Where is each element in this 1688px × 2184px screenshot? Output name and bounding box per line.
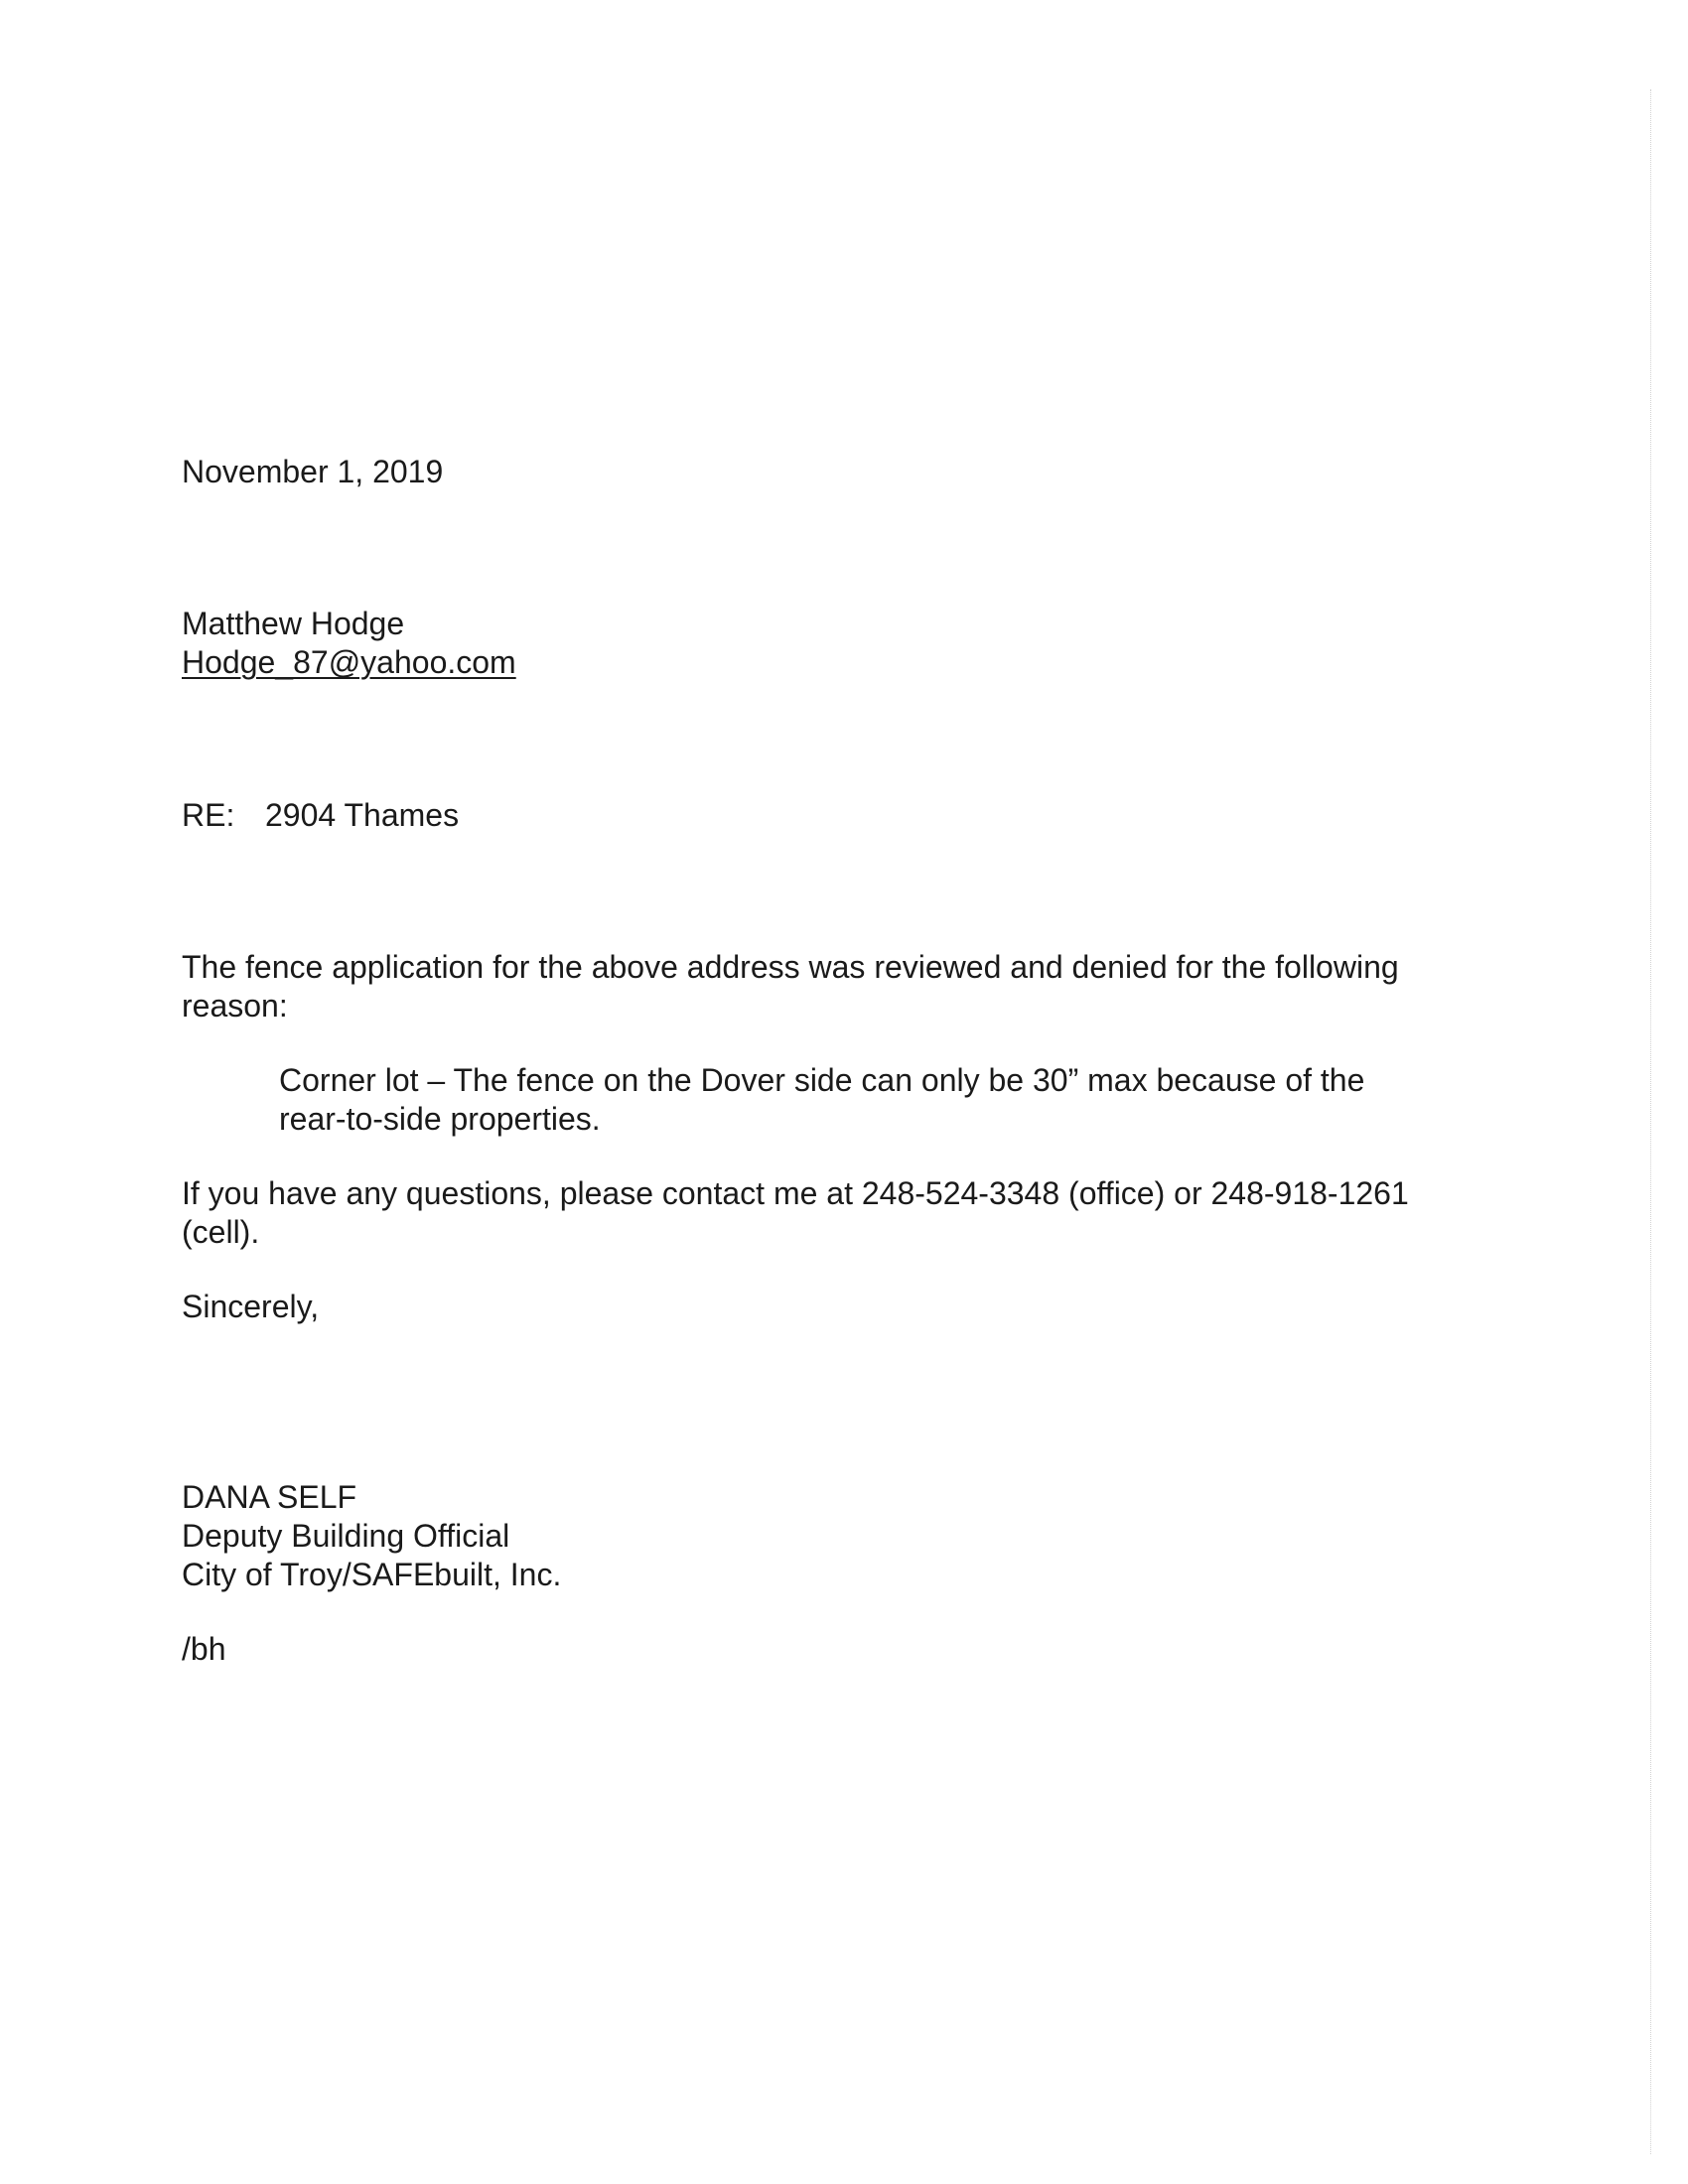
subject-address: 2904 Thames xyxy=(265,797,460,833)
denial-reason: Corner lot – The fence on the Dover side can only be 30” max because of the rear-to-side properties. xyxy=(279,1062,1365,1137)
signer-name: DANA SELF xyxy=(182,1479,357,1515)
recipient-name: Matthew Hodge xyxy=(182,606,405,641)
closing-salutation: Sincerely, xyxy=(182,1289,320,1324)
signer-title: Deputy Building Official xyxy=(182,1518,510,1554)
letter-date: November 1, 2019 xyxy=(182,454,444,489)
recipient-email-link[interactable]: Hodge_87@yahoo.com xyxy=(182,644,516,680)
body-paragraph: The fence application for the above address was reviewed and denied for the following reason: xyxy=(182,949,1399,1024)
contact-paragraph: If you have any questions, please contact me at 248-524-3348 (office) or 248-918-1261 (cell). xyxy=(182,1175,1409,1250)
subject-label: RE: xyxy=(182,797,235,833)
signature-block xyxy=(182,1478,561,1594)
subject-line xyxy=(182,796,459,835)
recipient-block xyxy=(182,605,516,682)
scan-edge-line xyxy=(1650,89,1653,2154)
signer-organization: City of Troy/SAFEbuilt, Inc. xyxy=(182,1557,562,1592)
typist-initials: /bh xyxy=(182,1631,226,1667)
